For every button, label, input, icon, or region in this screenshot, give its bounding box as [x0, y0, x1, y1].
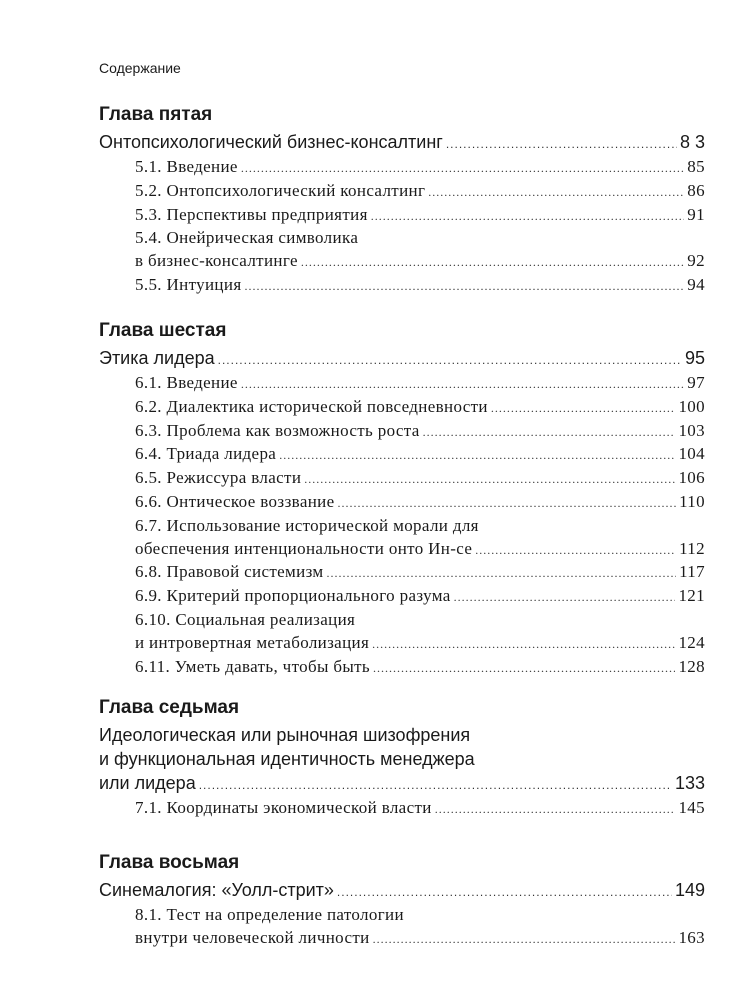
- entry-title: 5.2. Онтопсихологический консалтинг: [135, 180, 426, 200]
- entry-title: внутри человеческой личности: [135, 927, 370, 947]
- page-number: 149: [674, 880, 705, 900]
- toc-entry: [99, 538, 705, 562]
- entry-title: 5.5. Интуиция: [135, 274, 242, 294]
- page-number: 128: [678, 656, 705, 676]
- chapter-title: Глава восьмая: [99, 852, 240, 873]
- entry-title: 6.8. Правовой системизм: [135, 562, 324, 582]
- toc-entry: [99, 491, 705, 515]
- toc-entry: [99, 250, 705, 274]
- entry-title: или лидера: [99, 773, 196, 793]
- dot-leader: [435, 798, 676, 821]
- page-number: 92: [687, 251, 705, 271]
- entry-title: Онтопсихологический бизнес-консалтинг: [99, 132, 443, 152]
- chapter-title: Глава седьмая: [99, 697, 240, 718]
- page-number: 121: [678, 586, 705, 606]
- dot-leader: [245, 275, 685, 298]
- dot-leader: [241, 373, 684, 396]
- page-number: 100: [678, 396, 705, 416]
- subsection-line: 6.10. Социальная реализация: [135, 609, 356, 629]
- dot-leader: [199, 773, 672, 797]
- chapter-section: [99, 318, 705, 679]
- entry-title: Синемалогия: «Уолл-стрит»: [99, 880, 334, 900]
- entry-title: 6.6. Онтическое воззвание: [135, 491, 335, 511]
- page-number: 85: [687, 157, 705, 176]
- chapter-name-line: и функциональная идентичность менеджера: [99, 749, 475, 769]
- running-head: Содержание: [99, 60, 181, 76]
- toc-entry: [99, 467, 705, 491]
- entry-title: 6.3. Проблема как возможность роста: [135, 420, 420, 440]
- entry-title: 6.4. Триада лидера: [135, 444, 277, 464]
- dot-leader: [428, 181, 684, 204]
- dot-leader: [446, 132, 677, 156]
- toc-entry: [99, 797, 705, 821]
- dot-leader: [327, 562, 677, 585]
- toc-entry: [99, 180, 705, 204]
- page-number: 91: [687, 204, 705, 224]
- chapter-title: Глава шестая: [99, 320, 227, 341]
- toc-entry: [99, 274, 705, 298]
- subsection-line: 8.1. Тест на определение патологии: [135, 905, 404, 924]
- page-number: 110: [679, 491, 705, 511]
- subsection-line: 6.7. Использование исторической морали для: [135, 515, 479, 535]
- toc-entry: [99, 656, 705, 680]
- page-number: 86: [687, 180, 705, 200]
- dot-leader: [241, 157, 684, 180]
- entry-title: 5.3. Перспективы предприятия: [135, 204, 368, 224]
- entry-title: 6.9. Критерий пропорционального разума: [135, 586, 451, 606]
- toc-entry: [99, 585, 705, 609]
- toc-entry: [99, 420, 705, 444]
- dot-leader: [279, 444, 675, 467]
- dot-leader: [338, 492, 677, 515]
- entry-title: Этика лидера: [99, 348, 215, 368]
- page-number: 133: [674, 773, 705, 793]
- page-number: 94: [687, 274, 705, 294]
- chapter-title: Глава пятая: [99, 104, 213, 125]
- page-number: 117: [679, 562, 705, 582]
- page-number: 163: [678, 927, 705, 947]
- page-number: 145: [678, 798, 705, 817]
- page-number: 112: [679, 538, 705, 558]
- dot-leader: [304, 468, 675, 491]
- page-number: 95: [684, 348, 705, 368]
- toc-entry: [99, 156, 705, 180]
- toc-entry: [99, 396, 705, 420]
- toc-entry: [99, 632, 705, 656]
- entry-title: в бизнес-консалтинге: [135, 251, 298, 271]
- dot-leader: [218, 348, 682, 372]
- dot-leader: [337, 880, 672, 904]
- chapter-name-line: Идеологическая или рыночная шизофрения: [99, 725, 471, 745]
- dot-leader: [475, 539, 676, 562]
- entry-title: 7.1. Координаты экономической власти: [135, 798, 432, 817]
- page-number: 104: [678, 444, 705, 464]
- toc-entry: [99, 346, 705, 372]
- page-number: 8 3: [679, 132, 705, 152]
- entry-title: 6.11. Уметь давать, чтобы быть: [135, 656, 371, 676]
- toc-entry: [99, 927, 705, 951]
- dot-leader: [373, 928, 676, 951]
- chapter-section: [99, 850, 705, 951]
- entry-title: 5.1. Введение: [135, 157, 238, 176]
- page-number: 106: [678, 468, 705, 488]
- toc-entry: [99, 771, 705, 797]
- chapter-section: [99, 695, 705, 821]
- entry-title: обеспечения интенциональности онто Ин-се: [135, 538, 473, 558]
- toc-entry: [99, 443, 705, 467]
- toc-entry: [99, 878, 705, 904]
- entry-title: 6.5. Режиссура власти: [135, 468, 302, 488]
- dot-leader: [423, 421, 676, 444]
- toc-entry: [99, 130, 705, 156]
- dot-leader: [371, 205, 685, 228]
- dot-leader: [491, 397, 676, 420]
- toc-entry: [99, 204, 705, 228]
- entry-title: 6.2. Диалектика исторической повседневности: [135, 396, 488, 416]
- page-number: 124: [678, 632, 705, 652]
- page-number: 97: [687, 373, 705, 392]
- dot-leader: [454, 586, 676, 609]
- entry-title: и интровертная метаболизация: [135, 632, 370, 652]
- subsection-line: 5.4. Онейрическая символика: [135, 228, 359, 248]
- dot-leader: [372, 633, 675, 656]
- entry-title: 6.1. Введение: [135, 373, 238, 392]
- dot-leader: [373, 657, 675, 680]
- toc-entry: [99, 372, 705, 396]
- toc-entry: [99, 561, 705, 585]
- chapter-section: [99, 102, 705, 298]
- dot-leader: [301, 251, 684, 274]
- page-number: 103: [678, 420, 705, 440]
